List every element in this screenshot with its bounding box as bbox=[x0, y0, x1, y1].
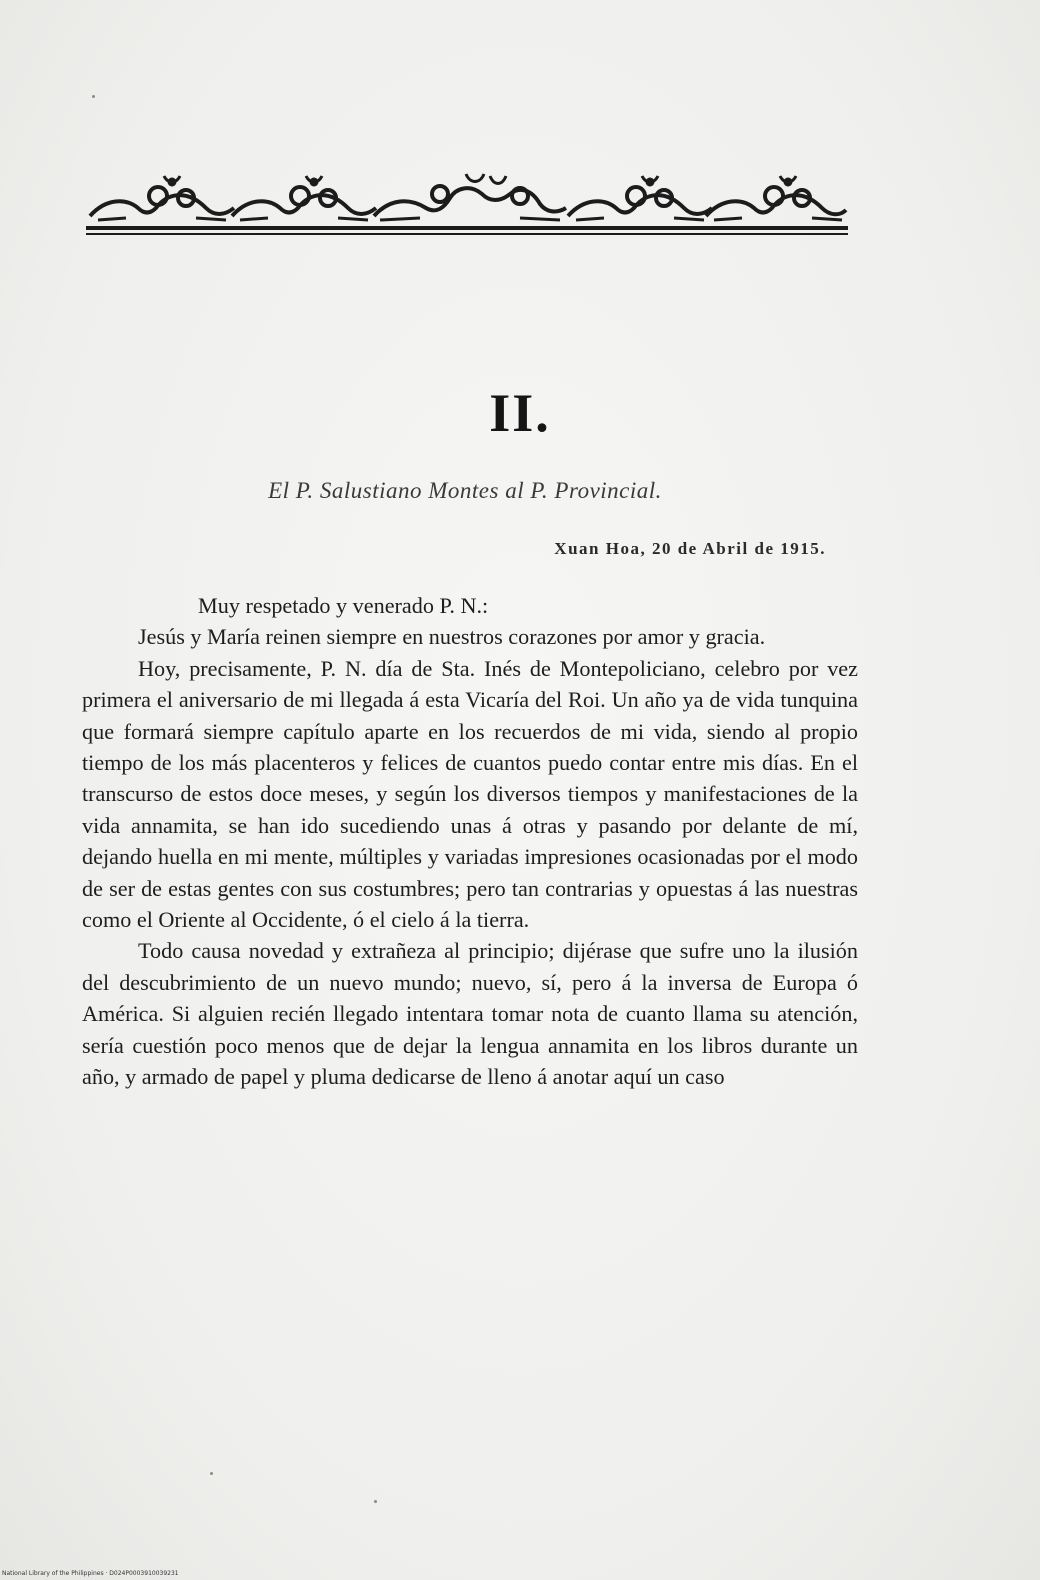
letter-salutation: Muy respetado y venerado P. N.: bbox=[198, 593, 489, 618]
print-speck bbox=[210, 1472, 213, 1475]
ornament-motif bbox=[90, 176, 234, 220]
paragraph: Todo causa novedad y extrañeza al principio; dijérase que sufre uno la ilusión del descubrimiento de un nuevo mundo; nuevo, sí, pero á la inversa de Europa ó América. Si alguien recién llegado intentara tomar nota de cuanto llama su atención, sería cuestión poco menos que de dejar la lengua annamita en los libros durante un año, y armado de papel y pluma dedicarse de lleno á anotar aquí un caso bbox=[82, 938, 858, 1090]
paragraph: Hoy, precisamente, P. N. día de Sta. Inés de Montepoliciano, celebro por vez primera el aniversario de mi llegada á esta Vicaría del Roi. Un año ya de vida tunquina que formará siempre capítulo aparte en los recuerdos de mi vida, siendo al propio tiempo de los más placenteros y felices de cuantos puedo contar entre mis días. En el transcurso de estos doce meses, y según los diversos tiempos y manifestaciones de la vida annamita, se han ido sucediendo unas á otras y pasando por delante de mí, dejando huella en mi mente, múltiples y variadas impresiones ocasionadas por el modo de ser de estas gentes con sus costumbres; pero tan contrarias y opuestas á las nuestras como el Oriente al Occidente, ó el cielo á la tierra. bbox=[82, 655, 858, 933]
print-speck bbox=[92, 95, 95, 98]
ornament-motif-center bbox=[374, 174, 566, 220]
decorative-header-ornament bbox=[86, 168, 848, 240]
scan-credit: National Library of the Philippines · D024P0003910039231 bbox=[2, 1570, 179, 1577]
ornament-motif bbox=[232, 176, 376, 220]
ornament-motif bbox=[706, 176, 846, 220]
paragraph: Jesús y María reinen siempre en nuestros corazones por amor y gracia. bbox=[138, 624, 766, 650]
letter-dateline: Xuan Hoa, 20 de Abril de 1915. bbox=[554, 539, 826, 558]
print-speck bbox=[374, 1500, 377, 1503]
letter-body bbox=[82, 590, 858, 1093]
ornament-motif bbox=[568, 176, 712, 220]
letter-subtitle: El P. Salustiano Montes al P. Provincial. bbox=[268, 478, 662, 503]
chapter-number: II. bbox=[489, 383, 551, 443]
